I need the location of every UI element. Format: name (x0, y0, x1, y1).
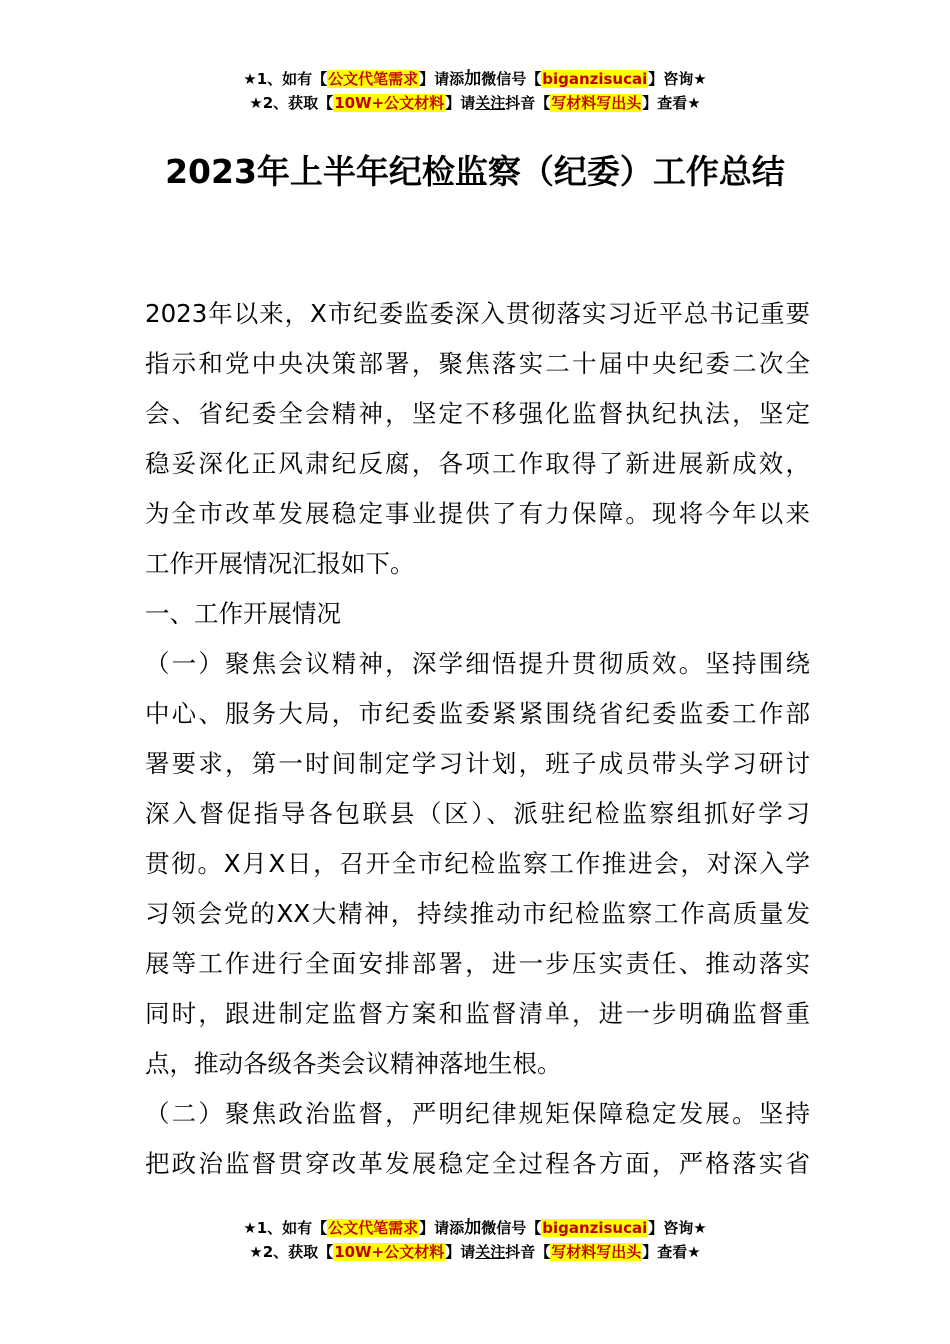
notice-text-underline: 关注 (475, 1243, 506, 1261)
notice-text: 】请添 (419, 1219, 465, 1237)
notice-text: ★1、如有【 (243, 1219, 328, 1237)
notice-text: 微信号【 (481, 1219, 542, 1237)
notice-text: 】请 (445, 1243, 476, 1261)
body-line: 把政治监督贯穿改革发展稳定全过程各方面，严格落实省 (145, 1149, 810, 1178)
notice-text: ★2、获取【 (249, 94, 334, 112)
notice-text: 微信号【 (481, 70, 542, 88)
notice-line-1 (0, 1216, 950, 1240)
notice-text-underline: 关注 (475, 94, 506, 112)
document-body (145, 289, 810, 1189)
body-line: 深入督促指导各包联县（区）、派驻纪检监察组抓好学习 (145, 799, 810, 828)
notice-text: 】请 (445, 94, 476, 112)
section-heading: 一、工作开展情况 (145, 599, 341, 628)
body-line: 工作开展情况汇报如下。 (145, 549, 415, 578)
highlight-ghostwriting: 公文代笔需求 (328, 1219, 419, 1237)
highlight-douyin-account: 写材料写出头 (551, 1243, 642, 1261)
highlight-wechat-id: biganzisucai (542, 70, 648, 88)
notice-line-1 (0, 67, 950, 91)
footer-notice (0, 1216, 950, 1264)
highlight-materials: 10W+公文材料 (334, 94, 445, 112)
notice-text: 】查看★ (642, 1243, 701, 1261)
notice-text: 抖音【 (505, 94, 551, 112)
body-line: 指示和党中央决策部署，聚焦落实二十届中央纪委二次全 (145, 349, 810, 378)
notice-text: ★1、如有【 (243, 70, 328, 88)
notice-text: ★2、获取【 (249, 1243, 334, 1261)
body-line: 为全市改革发展稳定事业提供了有力保障。现将今年以来 (145, 499, 810, 528)
body-line: 中心、服务大局，市纪委监委紧紧围绕省纪委监委工作部 (145, 699, 810, 728)
notice-line-2 (0, 1240, 950, 1264)
highlight-materials: 10W+公文材料 (334, 1243, 445, 1261)
body-line: 展等工作进行全面安排部署，进一步压实责任、推动落实 (145, 949, 810, 978)
body-line: （一）聚焦会议精神，深学细悟提升贯彻质效。坚持围绕 (145, 649, 810, 678)
body-line: 署要求，第一时间制定学习计划，班子成员带头学习研讨 (145, 749, 810, 778)
document-title: 2023年上半年纪检监察（纪委）工作总结 (165, 152, 785, 191)
header-notice (0, 67, 950, 115)
highlight-ghostwriting: 公文代笔需求 (328, 70, 419, 88)
notice-text: 】咨询★ (648, 70, 707, 88)
highlight-wechat-id: biganzisucai (542, 1219, 648, 1237)
body-line: （二）聚焦政治监督，严明纪律规矩保障稳定发展。坚持 (145, 1099, 810, 1128)
notice-text: 抖音【 (505, 1243, 551, 1261)
body-line: 点，推动各级各类会议精神落地生根。 (145, 1049, 562, 1078)
body-line: 习领会党的XX大精神，持续推动市纪检监察工作高质量发 (145, 899, 810, 928)
highlight-douyin-account: 写材料写出头 (551, 94, 642, 112)
body-line: 同时，跟进制定监督方案和监督清单，进一步明确监督重 (145, 999, 810, 1028)
body-line: 2023年以来，X市纪委监委深入贯彻落实习近平总书记重要 (145, 299, 810, 328)
notice-text: 】咨询★ (648, 1219, 707, 1237)
body-line: 贯彻。X月X日，召开全市纪检监察工作推进会，对深入学 (145, 849, 810, 878)
notice-text: 】请添 (419, 70, 465, 88)
notice-text-emphasis: 加 (464, 69, 482, 89)
notice-text: 】查看★ (642, 94, 701, 112)
body-line: 稳妥深化正风肃纪反腐，各项工作取得了新进展新成效， (145, 449, 810, 478)
notice-line-2 (0, 91, 950, 115)
body-line: 会、省纪委全会精神，坚定不移强化监督执纪执法，坚定 (145, 399, 810, 428)
notice-text-emphasis: 加 (464, 1218, 482, 1238)
